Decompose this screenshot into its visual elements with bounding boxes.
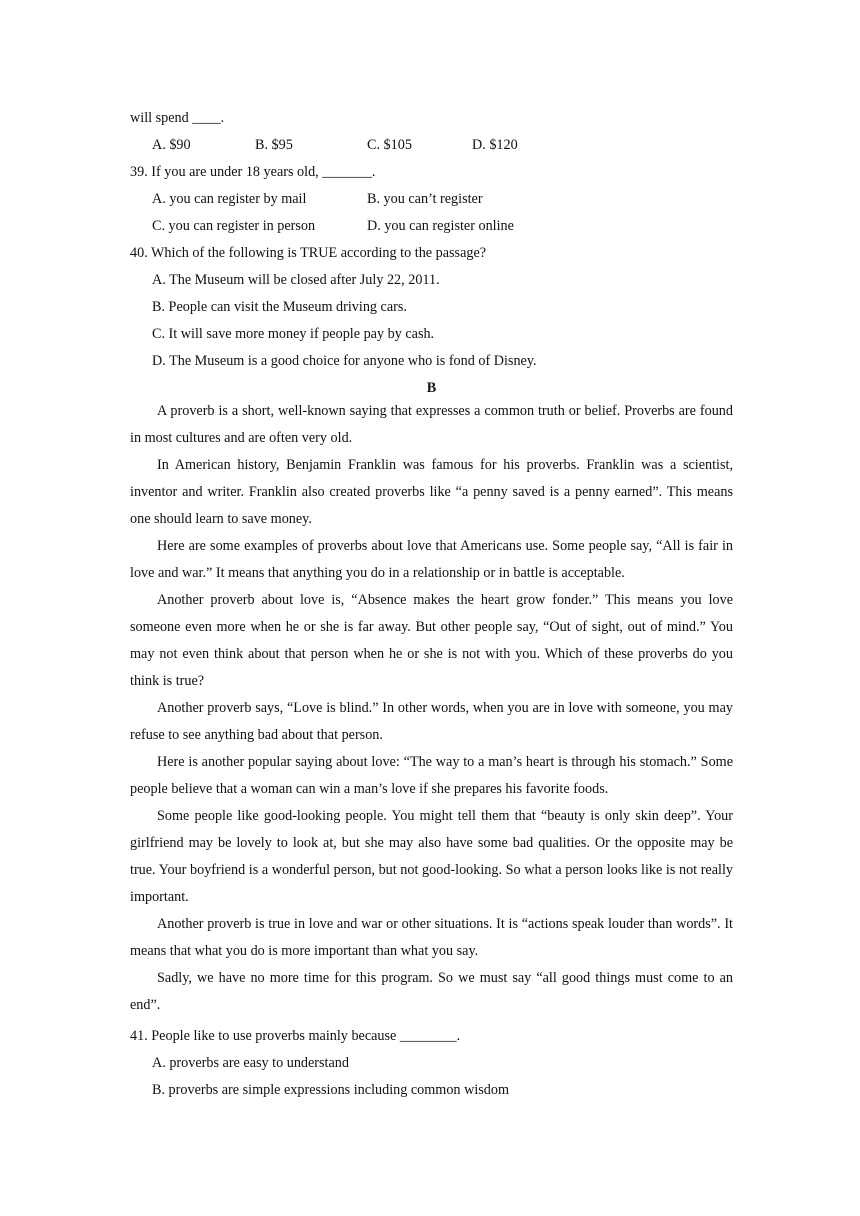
question-40-option-a: A. The Museum will be closed after July 22, 2011. <box>152 272 440 288</box>
passage-paragraph: Another proverb about love is, “Absence makes the heart grow fonder.” This means you love someone even more when he or she is far away. But other people say, “Out of sight, out of mind.” You may not even think about that person when he or she is not with you. Which of these proverbs do you think is true? <box>130 592 733 689</box>
passage-paragraph: Another proverb says, “Love is blind.” In other words, when you are in love with someone, you may refuse to see anything bad about that person. <box>130 700 733 743</box>
question-39-options-row2 <box>130 216 733 243</box>
section-heading: B <box>426 380 437 396</box>
question-41-stem: 41. People like to use proverbs mainly because ________. <box>130 1028 461 1044</box>
question-40-option-c: C. It will save more money if people pay by cash. <box>152 326 435 342</box>
question-40-option-b: B. People can visit the Museum driving cars. <box>152 299 407 315</box>
question-38-options <box>130 135 733 162</box>
passage-paragraph: Sadly, we have no more time for this program. So we must say “all good things must come to an end”. <box>130 970 733 1013</box>
option-a: A. $90 <box>152 137 191 153</box>
question-41-option-a: A. proverbs are easy to understand <box>152 1055 349 1071</box>
question-39-stem: 39. If you are under 18 years old, _______. <box>130 164 376 180</box>
passage-paragraph: Some people like good-looking people. You might tell them that “beauty is only skin deep”. Your girlfriend may be lovely to look at, but she may also have some bad qualities. Or the opposite may be true. Your boyfriend is a wonderful person, but not good-looking. So what a person looks like is not really important. <box>130 808 733 905</box>
passage-paragraph: Here is another popular saying about love: “The way to a man’s heart is through his stomach.” Some people believe that a woman can win a man’s love if she prepares his favorite foods. <box>130 754 733 797</box>
option-b: B. $95 <box>255 137 293 153</box>
passage <box>130 398 733 1019</box>
option-d: D. you can register online <box>367 218 514 234</box>
question-40-option-d: D. The Museum is a good choice for anyone who is fond of Disney. <box>152 353 537 369</box>
passage-paragraph: Another proverb is true in love and war or other situations. It is “actions speak louder than words”. It means that what you do is more important than what you say. <box>130 916 733 959</box>
option-c: C. you can register in person <box>152 218 316 234</box>
passage-paragraph: A proverb is a short, well-known saying that expresses a common truth or belief. Proverbs are found in most cultures and are often very old. <box>130 403 733 446</box>
passage-paragraph: In American history, Benjamin Franklin was famous for his proverbs. Franklin was a scientist, inventor and writer. Franklin also created proverbs like “a penny saved is a penny earned”. This means one should learn to save money. <box>130 457 733 527</box>
question-41-option-b: B. proverbs are simple expressions including common wisdom <box>152 1082 510 1098</box>
option-c: C. $105 <box>367 137 412 153</box>
passage-paragraph: Here are some examples of proverbs about love that Americans use. Some people say, “All is fair in love and war.” It means that anything you do in a relationship or in battle is acceptable. <box>130 538 733 581</box>
question-38-stem: will spend ____. <box>130 110 225 126</box>
option-a: A. you can register by mail <box>152 191 307 207</box>
question-39-options-row1 <box>130 189 733 216</box>
option-d: D. $120 <box>472 137 518 153</box>
option-b: B. you can’t register <box>367 191 483 207</box>
question-40-stem: 40. Which of the following is TRUE according to the passage? <box>130 245 487 261</box>
document-page <box>130 108 733 1107</box>
